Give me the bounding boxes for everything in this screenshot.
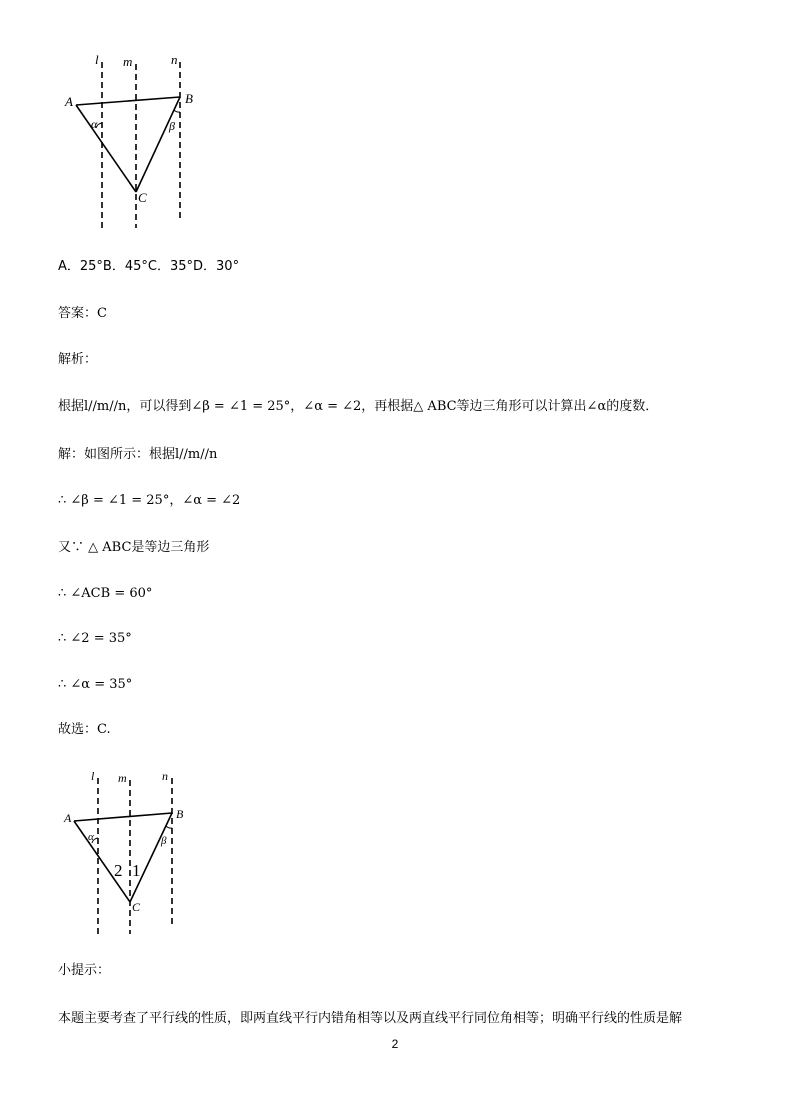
triangle-figure-2 — [60, 768, 210, 938]
side-ac — [76, 105, 136, 192]
vertex-label-c: C — [132, 900, 141, 914]
solution-line-7: 故选：C. — [58, 722, 111, 737]
answer-line: 答案：C — [58, 306, 107, 321]
angle-label-alpha: α — [91, 117, 98, 131]
line-label-m: m — [118, 771, 127, 785]
side-bc — [136, 97, 180, 192]
solution-line-1: 解：如图所示：根据l//m//n — [58, 447, 218, 462]
line-label-l: l — [91, 769, 95, 783]
options-line: A．25°B．45°C．35°D．30° — [58, 259, 240, 274]
vertex-label-a: A — [65, 94, 73, 109]
vertex-label-a: A — [64, 811, 72, 825]
angle-label-beta: β — [169, 119, 175, 133]
solution-line-6: ∴ ∠α = 35° — [58, 677, 133, 692]
line-label-l: l — [95, 52, 99, 67]
solution-line-5: ∴ ∠2 = 35° — [58, 631, 132, 646]
line-label-m: m — [123, 54, 133, 69]
hint-heading: 小提示： — [58, 963, 111, 978]
solution-line-2: ∴ ∠β = ∠1 = 25°，∠α = ∠2 — [58, 493, 241, 508]
line-label-n: n — [171, 52, 178, 67]
angle-label-beta: β — [161, 835, 167, 847]
analysis-text: 根据l//m//n，可以得到∠β = ∠1 = 25°，∠α = ∠2，再根据△ ABC等边三角形可以计算出∠α的度数． — [58, 399, 659, 414]
angle-label-alpha: α — [88, 831, 94, 843]
solution-line-3: 又∵ △ ABC是等边三角形 — [58, 540, 210, 555]
angle-label-1: 1 — [132, 861, 141, 880]
triangle-figure-1 — [60, 50, 220, 230]
side-ab — [76, 97, 180, 105]
vertex-label-c: C — [138, 190, 147, 205]
vertex-label-b: B — [185, 91, 193, 106]
side-ab — [74, 813, 172, 821]
vertex-label-b: B — [176, 807, 184, 821]
line-label-n: n — [162, 769, 168, 783]
angle-label-2: 2 — [114, 861, 123, 880]
hint-text: 本题主要考查了平行线的性质，即两直线平行内错角相等以及两直线平行同位角相等；明确平行线的性质是解 — [58, 1011, 683, 1026]
page-number: 2 — [391, 1037, 399, 1051]
solution-line-4: ∴ ∠ACB = 60° — [58, 586, 153, 601]
analysis-heading: 解析： — [58, 352, 98, 367]
